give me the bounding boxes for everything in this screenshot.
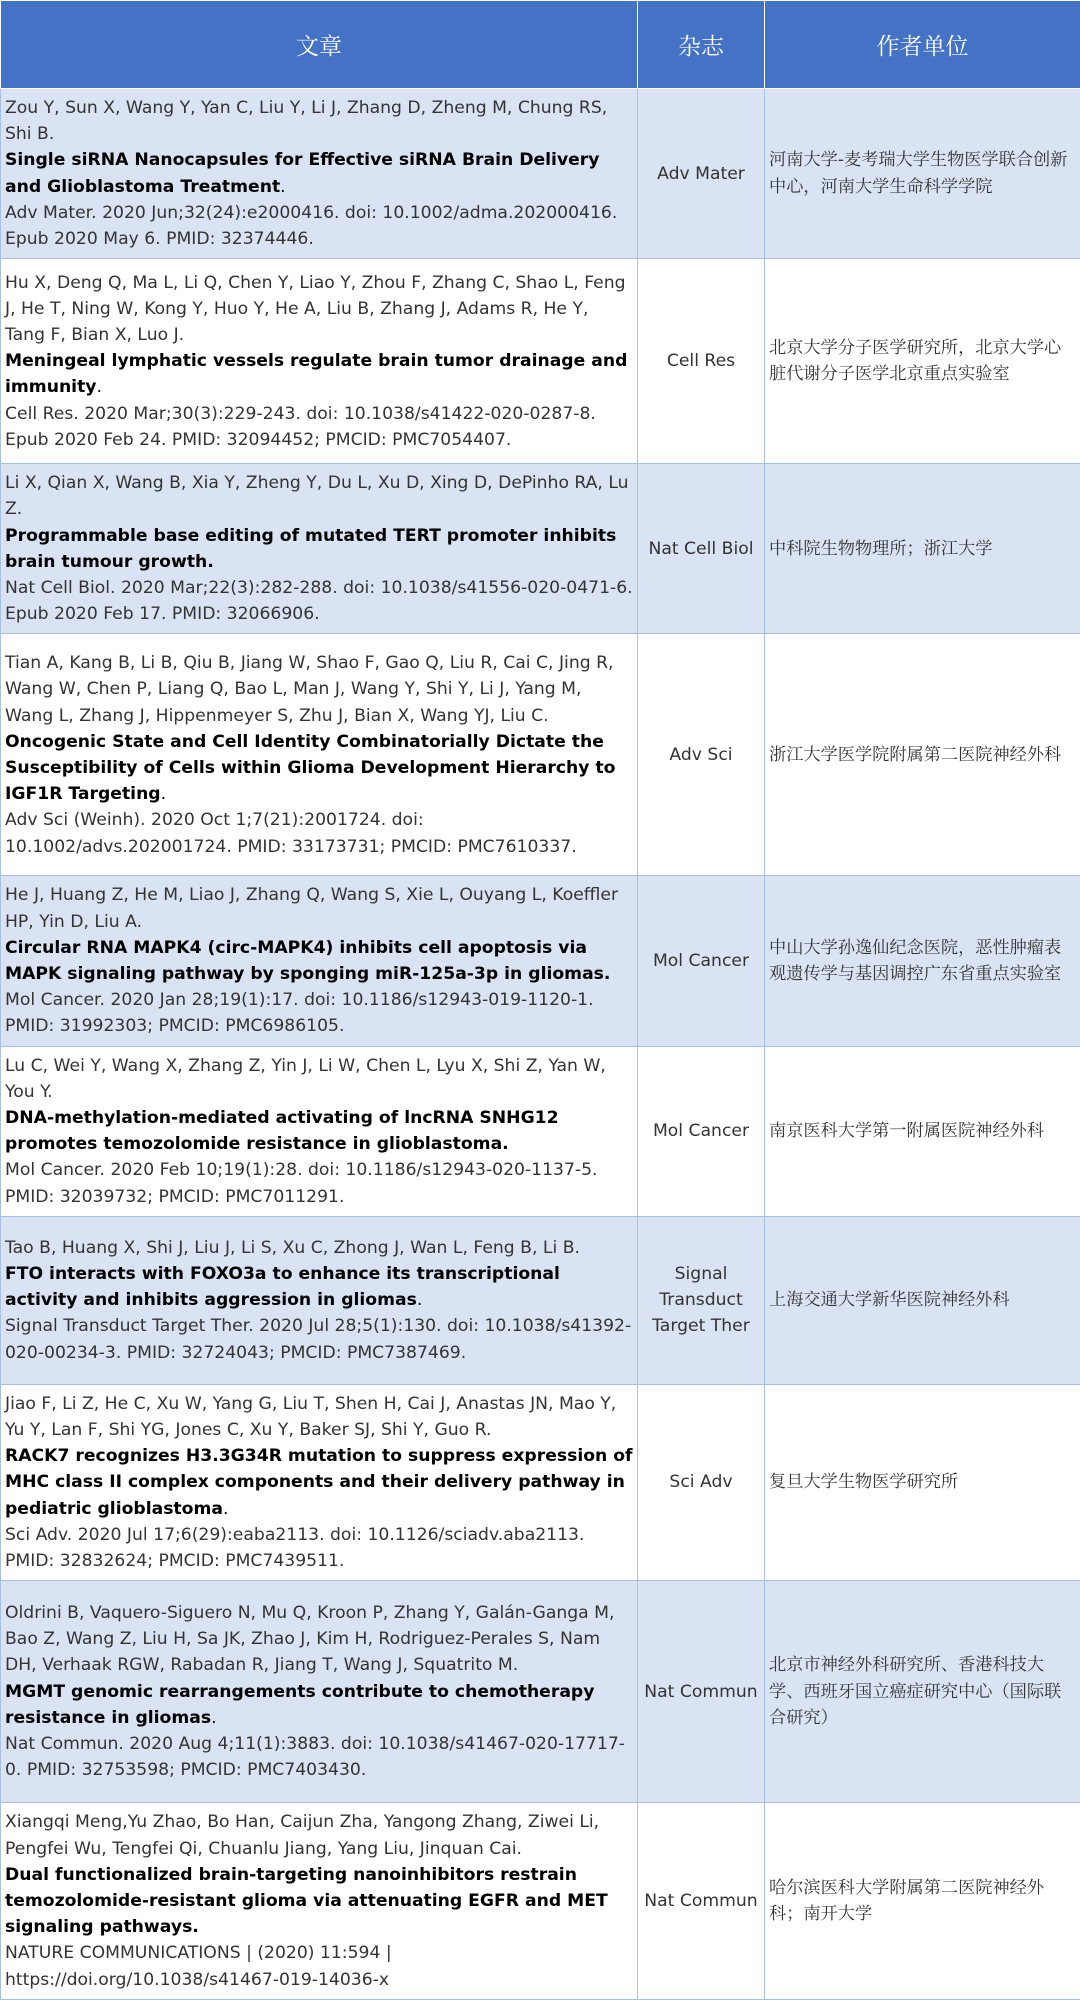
article-title: FTO interacts with FOXO3a to enhance its transcriptional activity and inhibits aggression in gliomas [5, 1264, 560, 1310]
authors: Tao B, Huang X, Shi J, Liu J, Li S, Xu C, Zhong J, Wan L, Feng B, Li B. [5, 1235, 633, 1261]
authors: He J, Huang Z, He M, Liao J, Zhang Q, Wang S, Xie L, Ouyang L, Koeffler HP, Yin D, Liu A. [5, 882, 633, 934]
citation: NATURE COMMUNICATIONS | (2020) 11:594 | https://doi.org/10.1038/s41467-019-14036-x [5, 1940, 633, 1992]
article-title-line [5, 729, 633, 808]
article-title: Circular RNA MAPK4 (circ-MAPK4) inhibits cell apoptosis via MAPK signaling pathway by sponging miR-125a-3p in gliomas. [5, 938, 610, 984]
article-title-line [5, 1261, 633, 1313]
citation: Sci Adv. 2020 Jul 17;6(29):eaba2113. doi: 10.1126/sciadv.aba2113. PMID: 32832624; PMCID: PMC7439511. [5, 1522, 633, 1574]
affiliation-cell: 北京大学分子医学研究所，北京大学心脏代谢分子医学北京重点实验室 [765, 259, 1080, 464]
affiliation-cell: 河南大学-麦考瑞大学生物医学联合创新中心，河南大学生命科学学院 [765, 89, 1080, 259]
authors: Xiangqi Meng,Yu Zhao, Bo Han, Caijun Zha, Yangong Zhang, Ziwei Li, Pengfei Wu, Tengfei Qi, Chuanlu Jiang, Yang Liu, Jinquan Cai. [5, 1809, 633, 1861]
title-period: . [280, 177, 285, 197]
article-cell [1, 1216, 638, 1384]
citation: Nat Commun. 2020 Aug 4;11(1):3883. doi: 10.1038/s41467-020-17717-0. PMID: 32753598; PMCID: PMC7403430. [5, 1731, 633, 1783]
article-title: Programmable base editing of mutated TERT promoter inhibits brain tumour growth. [5, 526, 616, 572]
journal-cell: Adv Mater [638, 89, 765, 259]
affiliation-cell: 中科院生物物理所；浙江大学 [765, 464, 1080, 634]
article-cell [1, 464, 638, 634]
citation: Signal Transduct Target Ther. 2020 Jul 28;5(1):130. doi: 10.1038/s41392-020-00234-3. PMID: 32724043; PMCID: PMC7387469. [5, 1313, 633, 1365]
article-title-line [5, 935, 633, 987]
article-cell [1, 876, 638, 1046]
article-cell [1, 89, 638, 259]
journal-cell: Nat Commun [638, 1803, 765, 1999]
table-row [1, 634, 1080, 876]
title-period: . [417, 1290, 422, 1310]
table-header-row [1, 1, 1080, 89]
article-title: DNA-methylation-mediated activating of lncRNA SNHG12 promotes temozolomide resistance in glioblastoma. [5, 1108, 559, 1154]
header-article: 文章 [1, 1, 638, 89]
article-title-line [5, 147, 633, 199]
title-period: . [211, 1708, 216, 1728]
citation: Mol Cancer. 2020 Feb 10;19(1):28. doi: 10.1186/s12943-020-1137-5. PMID: 32039732; PMCID: PMC7011291. [5, 1157, 633, 1209]
affiliation-cell: 中山大学孙逸仙纪念医院，恶性肿瘤表观遗传学与基因调控广东省重点实验室 [765, 876, 1080, 1046]
authors: Jiao F, Li Z, He C, Xu W, Yang G, Liu T, Shen H, Cai J, Anastas JN, Mao Y, Yu Y, Lan F, Shi YG, Jones C, Xu Y, Baker SJ, Shi Y, Guo R. [5, 1391, 633, 1443]
journal-cell: Nat Commun [638, 1581, 765, 1803]
article-title-line [5, 1862, 633, 1941]
table-row [1, 876, 1080, 1046]
authors: Zou Y, Sun X, Wang Y, Yan C, Liu Y, Li J, Zhang D, Zheng M, Chung RS, Shi B. [5, 95, 633, 147]
table-row [1, 464, 1080, 634]
article-cell [1, 634, 638, 876]
citation: Cell Res. 2020 Mar;30(3):229-243. doi: 10.1038/s41422-020-0287-8. Epub 2020 Feb 24. PMID: 32094452; PMCID: PMC7054407. [5, 401, 633, 453]
article-title-line [5, 1443, 633, 1522]
authors: Lu C, Wei Y, Wang X, Zhang Z, Yin J, Li W, Chen L, Lyu X, Shi Z, Yan W, You Y. [5, 1053, 633, 1105]
affiliation-cell: 上海交通大学新华医院神经外科 [765, 1216, 1080, 1384]
journal-cell: Nat Cell Biol [638, 464, 765, 634]
article-title: MGMT genomic rearrangements contribute to chemotherapy resistance in gliomas [5, 1682, 594, 1728]
title-period: . [97, 377, 102, 397]
journal-cell: Adv Sci [638, 634, 765, 876]
header-affiliation: 作者单位 [765, 1, 1080, 89]
article-cell [1, 1046, 638, 1216]
affiliation-cell: 北京市神经外科研究所、香港科技大学、西班牙国立癌症研究中心（国际联合研究） [765, 1581, 1080, 1803]
article-title-line [5, 348, 633, 400]
authors: Tian A, Kang B, Li B, Qiu B, Jiang W, Shao F, Gao Q, Liu R, Cai C, Jing R, Wang W, Chen P, Liang Q, Bao L, Man J, Wang Y, Shi Y, Li J, Yang M, Wang L, Zhang J, Hippenmeyer S, Zhu J, Bian X, Wang YJ, Liu C. [5, 650, 633, 729]
table-row [1, 1216, 1080, 1384]
citation: Mol Cancer. 2020 Jan 28;19(1):17. doi: 10.1186/s12943-019-1120-1. PMID: 31992303; PMCID: PMC6986105. [5, 987, 633, 1039]
journal-cell: Cell Res [638, 259, 765, 464]
article-cell [1, 1384, 638, 1580]
citation: Nat Cell Biol. 2020 Mar;22(3):282-288. doi: 10.1038/s41556-020-0471-6. Epub 2020 Feb 17. PMID: 32066906. [5, 575, 633, 627]
table-row [1, 259, 1080, 464]
table-row [1, 1384, 1080, 1580]
article-cell [1, 1581, 638, 1803]
affiliation-cell: 南京医科大学第一附属医院神经外科 [765, 1046, 1080, 1216]
article-title: Single siRNA Nanocapsules for Effective siRNA Brain Delivery and Glioblastoma Treatment [5, 150, 599, 196]
affiliation-cell: 哈尔滨医科大学附属第二医院神经外科；南开大学 [765, 1803, 1080, 1999]
article-title-line [5, 1105, 633, 1157]
citation: Adv Sci (Weinh). 2020 Oct 1;7(21):2001724. doi: 10.1002/advs.202001724. PMID: 33173731; PMCID: PMC7610337. [5, 807, 633, 859]
article-title-line [5, 523, 633, 575]
title-period: . [223, 1499, 228, 1519]
citation: Adv Mater. 2020 Jun;32(24):e2000416. doi: 10.1002/adma.202000416. Epub 2020 May 6. PMID: 32374446. [5, 200, 633, 252]
article-title-line [5, 1679, 633, 1731]
article-cell [1, 259, 638, 464]
title-period: . [161, 784, 166, 804]
article-title: Meningeal lymphatic vessels regulate brain tumor drainage and immunity [5, 351, 627, 397]
table-row [1, 1046, 1080, 1216]
affiliation-cell: 浙江大学医学院附属第二医院神经外科 [765, 634, 1080, 876]
journal-cell: Signal Transduct Target Ther [638, 1216, 765, 1384]
article-cell [1, 1803, 638, 1999]
header-journal: 杂志 [638, 1, 765, 89]
journal-cell: Sci Adv [638, 1384, 765, 1580]
table-row [1, 1803, 1080, 1999]
article-title: Oncogenic State and Cell Identity Combinatorially Dictate the Susceptibility of Cells within Glioma Development Hierarchy to IGF1R Targeting [5, 732, 615, 804]
authors: Oldrini B, Vaquero-Siguero N, Mu Q, Kroon P, Zhang Y, Galán-Ganga M, Bao Z, Wang Z, Liu H, Sa JK, Zhao J, Kim H, Rodriguez-Perales S, Nam DH, Verhaak RGW, Rabadan R, Jiang T, Wang J, Squatrito M. [5, 1600, 633, 1679]
journal-cell: Mol Cancer [638, 1046, 765, 1216]
authors: Li X, Qian X, Wang B, Xia Y, Zheng Y, Du L, Xu D, Xing D, DePinho RA, Lu Z. [5, 470, 633, 522]
table-row [1, 1581, 1080, 1803]
authors: Hu X, Deng Q, Ma L, Li Q, Chen Y, Liao Y, Zhou F, Zhang C, Shao L, Feng J, He T, Ning W, Kong Y, Huo Y, He A, Liu B, Zhang J, Adams R, He Y, Tang F, Bian X, Luo J. [5, 270, 633, 349]
affiliation-cell: 复旦大学生物医学研究所 [765, 1384, 1080, 1580]
article-title: Dual functionalized brain-targeting nanoinhibitors restrain temozolomide-resistant glioma via attenuating EGFR and MET signaling pathways. [5, 1865, 608, 1937]
journal-cell: Mol Cancer [638, 876, 765, 1046]
table-row [1, 89, 1080, 259]
article-title: RACK7 recognizes H3.3G34R mutation to suppress expression of MHC class II complex components and their delivery pathway in pediatric glioblastoma [5, 1446, 633, 1518]
